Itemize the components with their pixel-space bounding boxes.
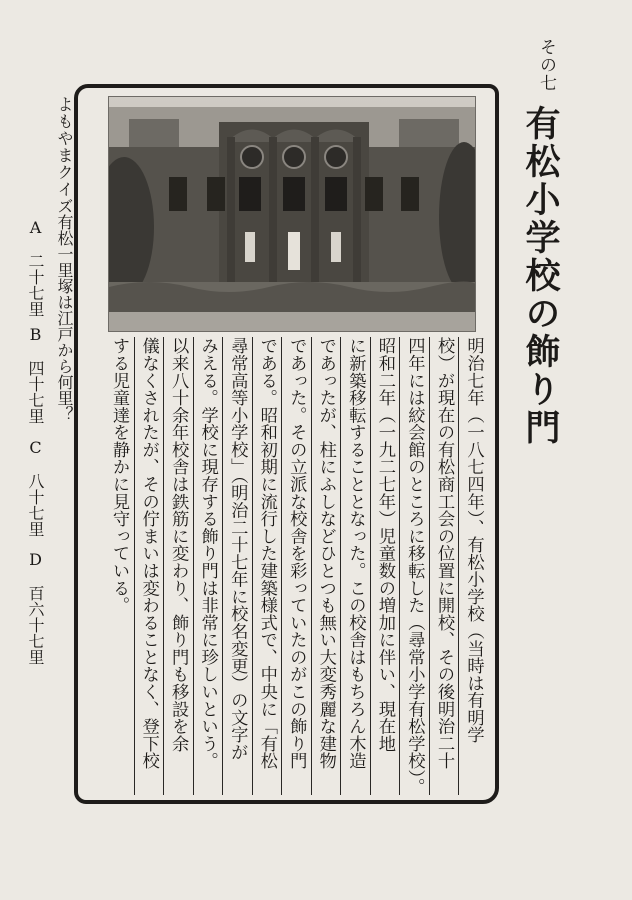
- article-column: みえる。学校に現存する飾り門は非常に珍しいという。: [197, 337, 218, 770]
- column-rule: [163, 337, 164, 795]
- article-column: であった。その立派な校舎を彩っていたのがこの飾り門: [286, 337, 307, 770]
- article-column: 儀なくされたが、その佇まいは変わることなく、登下校: [138, 337, 159, 770]
- column-rule: [370, 337, 371, 795]
- article-column: 校）が現在の有松商工会の位置に開校、その後明治二十: [433, 337, 454, 770]
- quiz-option-text: 二十七里: [26, 253, 45, 317]
- article-body: [104, 337, 488, 797]
- quiz-title: よもやまクイズ: [55, 96, 74, 215]
- article-column: に新築移転することとなった。この校舎はもちろん木造: [345, 337, 366, 770]
- quiz-option-a: [24, 218, 47, 317]
- page-title: 有松小学校の飾り門: [520, 105, 561, 447]
- quiz-option-d: [24, 550, 47, 665]
- article-column: 以来八十余年校舎は鉄筋に変わり、飾り門も移設を余: [168, 337, 189, 752]
- article-column: する児童達を静かに見守っている。: [109, 337, 130, 614]
- quiz-option-text: 四十七里: [26, 360, 45, 424]
- article-column: である。昭和初期に流行した建築様式で、中央に「有松: [256, 337, 277, 770]
- chapter-label: その七: [536, 38, 556, 92]
- column-rule: [311, 337, 312, 795]
- quiz-option-letter: A: [26, 218, 45, 237]
- column-rule: [399, 337, 400, 795]
- article-column: であったが、柱にふしなどひとつも無い大変秀麗な建物: [315, 337, 336, 770]
- quiz-option-text: 八十七里: [26, 473, 45, 537]
- column-rule: [281, 337, 282, 795]
- article-column: 昭和二年（一九二七年）児童数の増加に伴い、現在地: [374, 337, 395, 752]
- school-gate-photo: [108, 96, 476, 332]
- article-column: 明治七年（一八七四年）、有松小学校（当時は有明学: [463, 337, 484, 744]
- quiz-option-text: 百六十七里: [26, 585, 45, 665]
- quiz-option-letter: C: [26, 438, 45, 457]
- column-rule: [340, 337, 341, 795]
- quiz-option-letter: B: [26, 325, 45, 344]
- article-column: 四年には絞会館のところに移転した（尋常小学有松学校）。: [404, 337, 425, 796]
- quiz-option-letter: D: [26, 550, 45, 569]
- column-rule: [458, 337, 459, 795]
- quiz-option-c: [24, 438, 47, 537]
- column-rule: [222, 337, 223, 795]
- column-rule: [252, 337, 253, 795]
- column-rule: [134, 337, 135, 795]
- quiz-option-b: [24, 325, 47, 424]
- quiz-question: 有松一里塚は江戸から何里？: [55, 214, 74, 422]
- column-rule: [193, 337, 194, 795]
- article-column: 尋常高等小学校」（明治二十七年に校名変更）の文字が: [227, 337, 248, 761]
- column-rule: [429, 337, 430, 795]
